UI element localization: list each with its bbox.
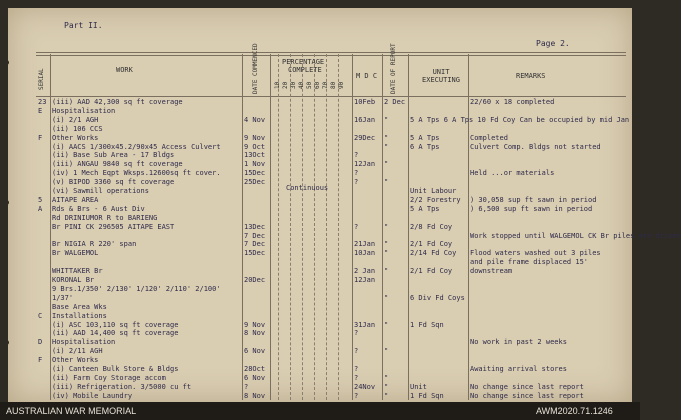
cell-mdc: ? [354, 151, 359, 160]
cell-d: 13Dec [244, 222, 266, 231]
cell-rem: Completed [470, 133, 508, 142]
cell-w: (iii) ANGAU 9840 sq ft coverage [52, 160, 183, 169]
cell-w: Br NIGIA R 220' span [52, 240, 137, 249]
cell-rep: " [384, 160, 389, 169]
cell-w: Other Works [52, 133, 99, 142]
footer-reference: AWM2020.71.1246 [536, 406, 613, 416]
cell-w: (i) 2/1 AGH [52, 115, 99, 124]
pct-30: 30 [290, 81, 297, 89]
cell-w: (i) ASC 103,110 sq ft coverage [52, 320, 179, 329]
cell-d: 15Dec [244, 169, 266, 178]
cell-mdc: ? [354, 347, 359, 356]
cell-w: Rd DRINIUMOR R to BARIENG [52, 213, 158, 222]
cell-rem: No work in past 2 weeks [470, 338, 567, 347]
cell-w: Hospitalisation [52, 106, 116, 115]
complete-header: COMPLETE [288, 66, 322, 74]
cell-s: A [38, 204, 43, 213]
cell-rep: " [384, 382, 389, 391]
cell-w: Hospitalisation [52, 338, 116, 347]
cell-mdc: 24Nov [354, 382, 376, 391]
cell-rep: " [384, 240, 389, 249]
cell-w: AITAPE AREA [52, 195, 99, 204]
cell-rep: " [384, 142, 389, 151]
cell-d: 8 Nov [244, 391, 266, 400]
cell-w: WHITTAKER Br [52, 267, 103, 276]
cell-w: KORONAL Br [52, 276, 95, 284]
cell-rep: " [384, 222, 389, 231]
cell-w: Base Area Wks [52, 302, 107, 311]
pct-50: 50 [306, 81, 313, 89]
cell-d: 28Oct [244, 365, 266, 373]
cell-d: 25Dec [244, 178, 266, 187]
cell-s: F [38, 356, 43, 365]
cell-rem: No change since last report [470, 382, 584, 391]
cell-w: 9 Brs.1/350' 2/130' 1/120' 2/110' 2/100' [52, 284, 221, 293]
cell-u: 6 Div Fd Coys [410, 293, 465, 302]
cell-u: 1 Fd Sqn [410, 320, 444, 329]
cell-rep: " [384, 391, 389, 400]
cell-rep: " [384, 373, 389, 382]
cell-w: Rds & Brs - 6 Aust Div [52, 204, 145, 213]
cell-rep: " [384, 267, 389, 276]
work-header: WORK [116, 66, 133, 74]
cell-s: E [38, 106, 43, 115]
footer-bar [0, 402, 640, 420]
cell-mdc: ? [354, 373, 359, 382]
cell-rem: ) 30,058 sup ft sawn in period [470, 195, 597, 204]
cell-u: 2/1 Fd Coy [410, 267, 453, 276]
cell-mdc: 16Jan [354, 115, 376, 124]
cell-w: 1/37' [52, 293, 74, 302]
cell-s: F [38, 133, 43, 142]
cell-rep: " [384, 347, 389, 356]
cell-mdc: 12Jan [354, 276, 376, 284]
part-label: Part II. [64, 21, 103, 30]
cell-d: 9 Nov [244, 133, 266, 142]
cell-rem: No change since last report [470, 391, 584, 400]
cell-u: 5 A Tps [410, 204, 440, 213]
cell-d: 7 Dec [244, 240, 266, 249]
cell-d: 1 Nov [244, 160, 266, 169]
cell-d: 6 Nov [244, 373, 266, 382]
cell-rem: Culvert Comp. Bldgs not started [470, 142, 601, 151]
cell-rem: and pile frame displaced 15' [470, 258, 589, 267]
cell-mdc: ? [354, 222, 359, 231]
cell-d: 4 Nov [244, 115, 266, 124]
cell-u: 2/14 Fd Coy [410, 249, 457, 258]
date-of-report-header: DATE OF REPORT [390, 43, 397, 94]
cell-rem: Held ...or materials [470, 169, 555, 178]
cell-rem: Awaiting arrival stores [470, 365, 567, 373]
date-commenced-header: DATE COMMENCED [252, 43, 259, 94]
cell-u: 2/2 Forestry [410, 195, 461, 204]
cell-rem: Flood waters washed out 3 piles [470, 249, 601, 258]
footer-institution: AUSTRALIAN WAR MEMORIAL [6, 406, 137, 416]
cell-rep: " [384, 178, 389, 187]
cell-rep: " [384, 249, 389, 258]
pct-70: 70 [322, 81, 329, 89]
cell-w: (ii) AAD 14,400 sq ft coverage [52, 329, 179, 338]
cell-w: (iii) AAD 42,300 sq ft coverage [52, 98, 183, 106]
cell-mdc: 31Jan [354, 320, 376, 329]
cell-w: (vi) Sawmill operations [52, 187, 149, 195]
cell-w: (i) 2/11 AGH [52, 347, 103, 356]
cell-u: 5 A Tps 6 A Tps 10 Fd Coy Can be occupied by mid Jan [410, 115, 630, 124]
pct-20: 20 [282, 81, 289, 89]
cell-mdc: ? [354, 329, 359, 338]
cell-rem: 22/60 x 18 completed [470, 98, 555, 106]
serial-header: SERIAL [38, 68, 45, 90]
cell-d: 9 Nov [244, 320, 266, 329]
pct-10: 10 [274, 81, 281, 89]
cell-u: Unit [410, 382, 427, 391]
cell-s: 5 [38, 195, 43, 204]
cell-d: 7 Dec [244, 231, 266, 240]
cell-rep: 2 Dec [384, 98, 406, 106]
cell-w: Br PINI CK 296505 AITAPE EAST [52, 222, 175, 231]
cell-w: (v) BIPOD 3360 sq ft coverage [52, 178, 175, 187]
cell-w: (ii) Farm Coy Storage accom [52, 373, 166, 382]
cell-rep: " [384, 115, 389, 124]
cell-rem: Work stopped until WALGEMOL CK Br piles are driven [470, 231, 681, 240]
cell-mdc: 2 Jan [354, 267, 376, 276]
mdc-header: M D C [356, 72, 378, 80]
cell-w: (i) Canteen Bulk Store & Bldgs [52, 365, 179, 373]
cell-u: 5 A Tps [410, 133, 440, 142]
page-number: Page 2. [536, 39, 570, 48]
cell-u: 2/1 Fd Coy [410, 240, 453, 249]
cell-w: (i) AACS 1/300x45.2/90x45 Access Culvert [52, 142, 221, 151]
cell-d: 6 Nov [244, 347, 266, 356]
percentage-header: PERCENTAGE [282, 58, 325, 66]
cell-rep: " [384, 293, 389, 302]
cell-s: C [38, 311, 43, 320]
cell-u: 1 Fd Sqn [410, 391, 444, 400]
cell-rem: downstream [470, 267, 513, 276]
cell-u: 6 A Tps [410, 142, 440, 151]
pct-60: 60 [314, 81, 321, 89]
cell-d: 15Dec [244, 249, 266, 258]
cell-mdc: ? [354, 391, 359, 400]
cell-w: (iii) Refrigeration. 3/5000 cu ft [52, 382, 192, 391]
cell-mdc: 10Jan [354, 249, 376, 258]
cell-d: 13Oct [244, 151, 266, 160]
cell-u: 2/8 Fd Coy [410, 222, 453, 231]
cell-s: D [38, 338, 43, 347]
cell-w: (iv) 1 Mech Eqpt Wksps.12600sq ft cover. [52, 169, 221, 178]
cell-d: 8 Nov [244, 329, 266, 338]
cell-rep: " [384, 133, 389, 142]
cell-d: ? [244, 382, 249, 391]
cell-mdc: ? [354, 365, 359, 373]
cell-d: 20Dec [244, 276, 266, 284]
cell-mdc: ? [354, 169, 359, 178]
document-page [8, 8, 681, 402]
cell-rep: " [384, 320, 389, 329]
pct-40: 40 [298, 81, 305, 89]
cell-w: Installations [52, 311, 107, 320]
cell-w: (iv) Mobile Laundry [52, 391, 133, 400]
cell-mdc: 29Dec [354, 133, 376, 142]
cell-mdc: 12Jan [354, 160, 376, 169]
cell-w: Other Works [52, 356, 99, 365]
cell-w: (ii) 106 CCS [52, 124, 103, 133]
unit-executing-header: UNIT EXECUTING [422, 68, 460, 84]
cell-w: Br WALGEMOL [52, 249, 99, 258]
cell-u: Unit Labour [410, 187, 457, 195]
cell-mdc: ? [354, 178, 359, 187]
pct-90: 90 [338, 81, 345, 89]
cell-mdc: 21Jan [354, 240, 376, 249]
remarks-header: REMARKS [516, 72, 546, 80]
cell-mdc: 10Feb [354, 98, 376, 106]
cell-rem: ) 6,500 sup ft sawn in period [470, 204, 593, 213]
pct-80: 80 [330, 81, 337, 89]
cell-s: 23 [38, 98, 47, 106]
cell-d: 9 Oct [244, 142, 266, 151]
cell-w: (ii) Base Sub Area - 17 Bldgs [52, 151, 175, 160]
continuous-label: Continuous [286, 184, 329, 192]
